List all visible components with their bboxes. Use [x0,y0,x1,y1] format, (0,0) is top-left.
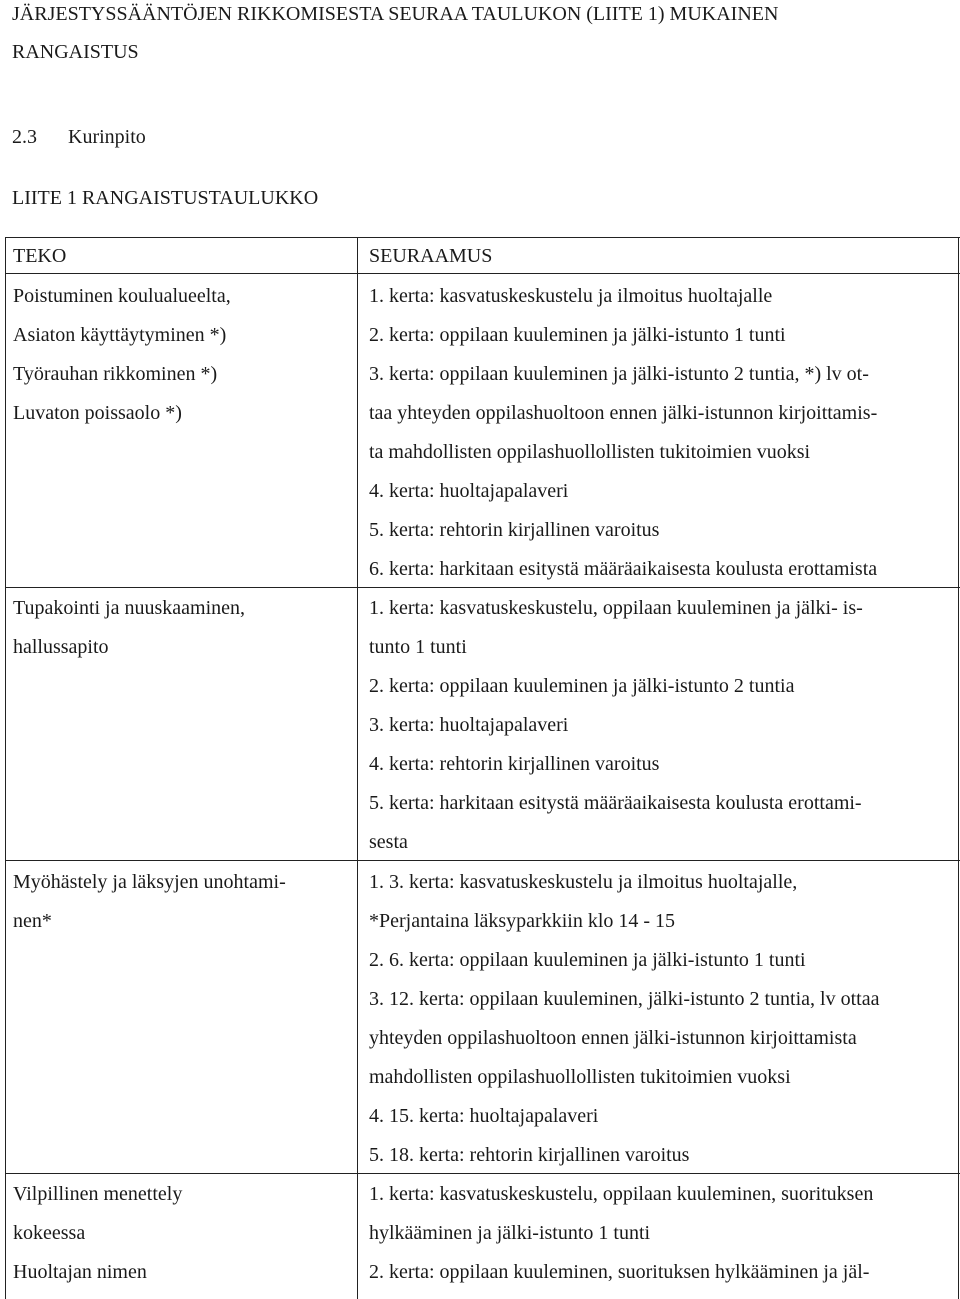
consequence-line: 1. 3. kerta: kasvatuskeskustelu ja ilmoitus huoltajalle, [369,871,798,893]
heading-line-1: JÄRJESTYSSÄÄNTÖJEN RIKKOMISESTA SEURAA TAULUKON (LIITE 1) MUKAINEN [12,3,779,25]
act-line: Luvaton poissaolo *) [13,402,182,424]
consequence-line: mahdollisten oppilashuollollisten tukitoimien vuoksi [369,1066,791,1088]
heading-line-2: RANGAISTUS [12,41,139,63]
table-border-top [5,237,960,238]
act-line: Huoltajan nimen [13,1261,147,1283]
consequence-line: ta mahdollisten oppilashuollollisten tukitoimien vuoksi [369,441,811,463]
consequence-line: 2. kerta: oppilaan kuuleminen ja jälki-istunto 2 tuntia [369,675,795,697]
consequence-line: hylkääminen ja jälki-istunto 1 tunti [369,1222,651,1244]
consequence-line: yhteyden oppilashuoltoon ennen jälki-istunnon kirjoittamista [369,1027,857,1049]
table-border-right [958,237,959,1299]
consequence-line: 2. kerta: oppilaan kuuleminen, suorituksen hylkääminen ja jäl- [369,1261,870,1283]
header-consequence: SEURAAMUS [369,245,493,267]
act-line: Tupakointi ja nuuskaaminen, [13,597,246,619]
section-heading [12,125,146,149]
act-line: kokeessa [13,1222,86,1244]
consequence-line: 5. kerta: harkitaan esitystä määräaikaisesta koulusta erottami- [369,792,862,814]
act-line: nen* [13,910,52,932]
act-line: Asiaton käyttäytyminen *) [13,324,227,346]
appendix-title: LIITE 1 RANGAISTUSTAULUKKO [12,187,319,209]
table-header-divider [5,273,960,274]
consequence-line: 4. 15. kerta: huoltajapalaveri [369,1105,599,1127]
table-border-left [5,237,6,1299]
consequence-line: 2. kerta: oppilaan kuuleminen ja jälki-istunto 1 tunti [369,324,786,346]
table-column-divider [357,237,358,1299]
consequence-line: 3. 12. kerta: oppilaan kuuleminen, jälki-istunto 2 tuntia, lv ottaa [369,988,880,1010]
act-line: Työrauhan rikkominen *) [13,363,218,385]
consequence-line: *Perjantaina läksyparkkiin klo 14 - 15 [369,910,676,932]
consequence-line: 1. kerta: kasvatuskeskustelu, oppilaan kuuleminen, suorituksen [369,1183,874,1205]
act-line: Vilpillinen menettely [13,1183,183,1205]
consequence-line: 4. kerta: rehtorin kirjallinen varoitus [369,753,660,775]
consequence-line: taa yhteyden oppilashuoltoon ennen jälki-istunnon kirjoittamis- [369,402,878,424]
section-title: Kurinpito [68,126,146,148]
section-number: 2.3 [12,126,37,148]
punishment-table [5,237,960,1299]
header-act: TEKO [13,245,67,267]
consequence-line: 2. 6. kerta: oppilaan kuuleminen ja jälki-istunto 1 tunti [369,949,806,971]
consequence-line: 1. kerta: kasvatuskeskustelu, oppilaan kuuleminen ja jälki- is- [369,597,863,619]
consequence-line: 5. kerta: rehtorin kirjallinen varoitus [369,519,660,541]
row-divider [5,860,960,861]
consequence-line: 3. kerta: huoltajapalaveri [369,714,569,736]
consequence-line: 6. kerta: harkitaan esitystä määräaikaisesta koulusta erottamista [369,558,878,580]
row-divider [5,587,960,588]
consequence-line: 5. 18. kerta: rehtorin kirjallinen varoitus [369,1144,690,1166]
consequence-line: 4. kerta: huoltajapalaveri [369,480,569,502]
consequence-line: 1. kerta: kasvatuskeskustelu ja ilmoitus huoltajalle [369,285,773,307]
consequence-line: 3. kerta: oppilaan kuuleminen ja jälki-istunto 2 tuntia, *) lv ot- [369,363,869,385]
row-divider [5,1173,960,1174]
act-line: hallussapito [13,636,109,658]
consequence-line: sesta [369,831,408,853]
act-line: Poistuminen koulualueelta, [13,285,231,307]
consequence-line: tunto 1 tunti [369,636,467,658]
act-line: Myöhästely ja läksyjen unohtami- [13,871,286,893]
